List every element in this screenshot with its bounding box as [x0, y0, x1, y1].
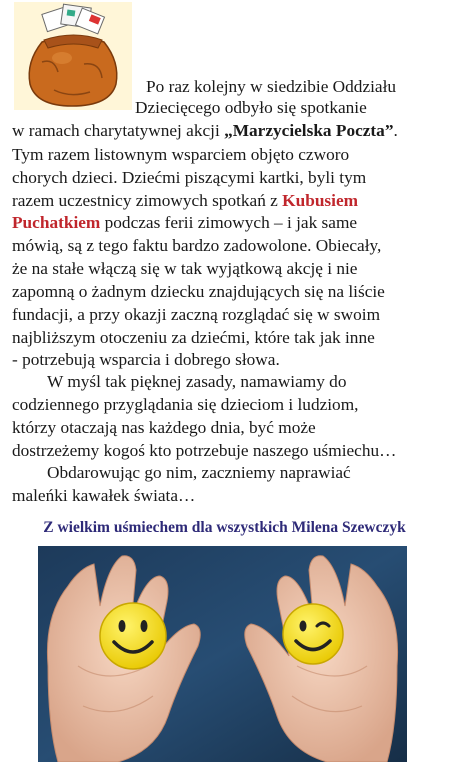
article-line: Dziecięcego odbyło się spotkanie	[135, 98, 367, 117]
campaign-name: „Marzycielska Poczta”	[224, 121, 394, 140]
article-line: codziennego przyglądania się dzieciom i ludziom,	[12, 395, 359, 414]
article-line: - potrzebują wsparcia i dobrego słowa.	[12, 350, 280, 369]
article-line: najbliższym otoczeniu za dziećmi, które tak jak inne	[12, 328, 375, 347]
article-text: podczas ferii zimowych – i jak same	[100, 213, 358, 232]
article-line: że na stałe włączą się w tak wyjątkową akcję i nie	[12, 259, 358, 278]
article-line: zapomną o żadnym dziecku znajdujących się na liście	[12, 282, 385, 301]
highlight-name: Kubusiem	[282, 191, 359, 210]
article-text: .	[393, 121, 398, 140]
article-line: chorych dzieci. Dziećmi piszącymi kartki, byli tym	[12, 168, 367, 187]
article-text: w ramach charytatywnej akcji	[12, 121, 225, 140]
article-line: mówią, są z tego faktu bardzo zadowolone. Obiecały,	[12, 236, 382, 255]
article-line	[12, 121, 398, 141]
mail-sack-icon	[14, 2, 132, 110]
article-line: Tym razem listownym wsparciem objęto czworo	[12, 145, 350, 164]
hands-smiley-photo	[38, 546, 407, 762]
article-line: W myśl tak pięknej zasady, namawiamy do	[47, 372, 347, 391]
highlight-name: Puchatkiem	[12, 213, 101, 232]
article-text: razem uczestnicy zimowych spotkań z	[12, 191, 283, 210]
article-line: Obdarowując go nim, zaczniemy naprawiać	[47, 463, 351, 482]
article-line: fundacji, a przy okazji zaczną rozglądać się w swoim	[12, 305, 381, 324]
smiley-badge-icon	[100, 603, 166, 669]
article-line	[12, 191, 358, 211]
winking-smiley-badge-icon	[283, 604, 343, 664]
article-line: maleńki kawałek świata…	[12, 486, 196, 505]
article-line	[12, 213, 357, 233]
article-line: którzy otaczają nas każdego dnia, być może	[12, 418, 316, 437]
signature: Z wielkim uśmiechem dla wszystkich Milena Szewczyk	[43, 519, 406, 536]
article-line: dostrzeżemy kogoś kto potrzebuje naszego uśmiechu…	[12, 441, 397, 460]
article-line: Po raz kolejny w siedzibie Oddziału	[146, 77, 397, 96]
